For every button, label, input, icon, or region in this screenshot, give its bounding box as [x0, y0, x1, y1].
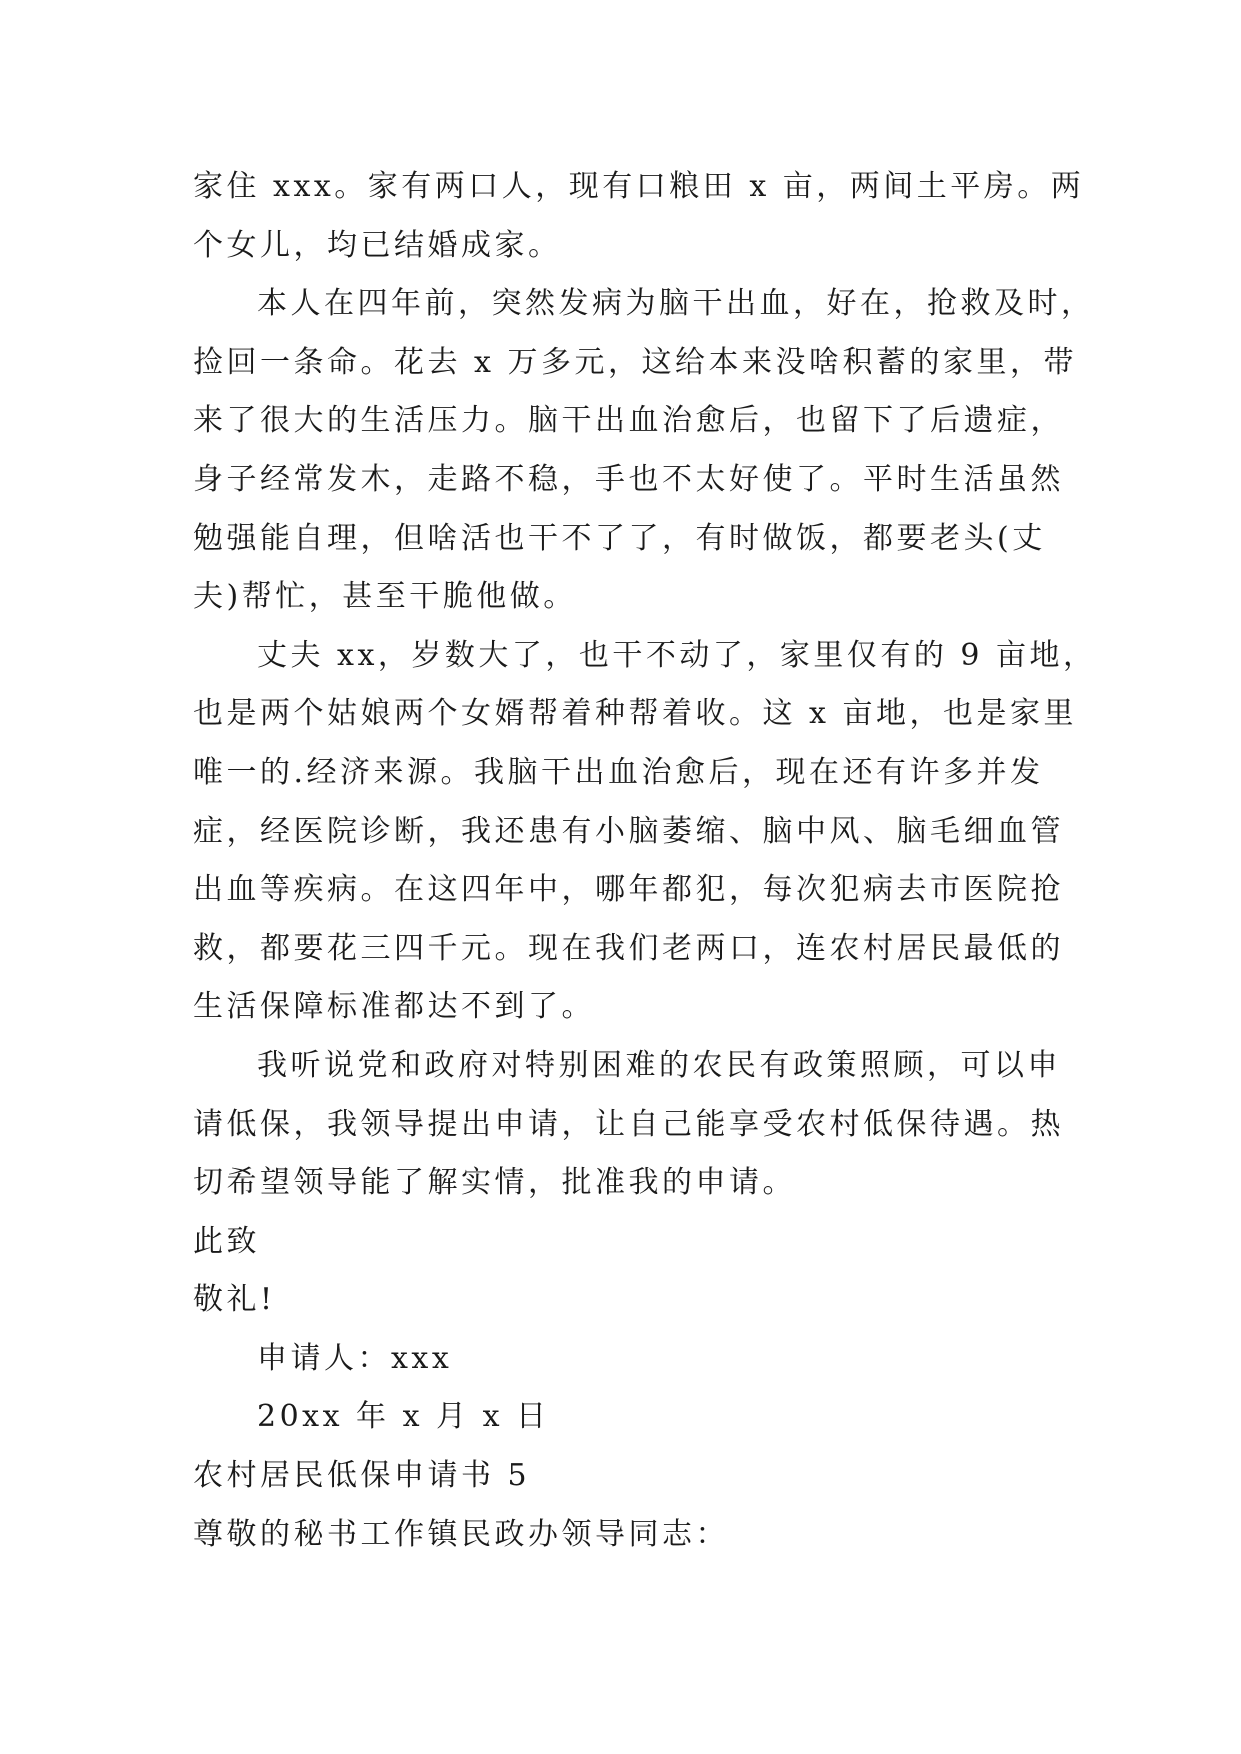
text-line: 生活保障标准都达不到了。	[193, 989, 595, 1025]
text-line: 本人在四年前，突然发病为脑干出血，好在，抢救及时，	[257, 286, 1095, 322]
text-line: 救，都要花三四千元。现在我们老两口，连农村居民最低的	[193, 930, 1064, 966]
text-line: 也是两个姑娘两个女婿帮着种帮着收。这 x 亩地，也是家里	[193, 696, 1077, 732]
text-line: 此致	[193, 1223, 260, 1259]
text-line: 丈夫 xx，岁数大了，也干不动了，家里仅有的 9 亩地，	[257, 637, 1097, 673]
text-line: 症，经医院诊断，我还患有小脑萎缩、脑中风、脑毛细血管	[193, 813, 1064, 849]
text-line: 勉强能自理，但啥活也干不了了，有时做饭，都要老头(丈	[193, 520, 1046, 556]
text-line: 尊敬的秘书工作镇民政办领导同志：	[193, 1516, 729, 1552]
text-line: 家住 xxx。家有两口人，现有口粮田 x 亩，两间土平房。两	[193, 169, 1085, 204]
text-line: 我听说党和政府对特别困难的农民有政策照顾，可以申	[257, 1047, 1061, 1083]
text-line: 请低保，我领导提出申请，让自己能享受农村低保待遇。热	[193, 1106, 1064, 1142]
text-line: 捡回一条命。花去 x 万多元，这给本来没啥积蓄的家里，带	[193, 344, 1077, 380]
text-line: 申请人：xxx	[257, 1340, 453, 1376]
text-line: 夫)帮忙，甚至干脆他做。	[193, 579, 577, 615]
text-line: 来了很大的生活压力。脑干出血治愈后，也留下了后遗症，	[193, 403, 1064, 439]
document-body	[193, 158, 1097, 1564]
text-line: 敬礼!	[193, 1282, 276, 1318]
text-line: 出血等疾病。在这四年中，哪年都犯，每次犯病去市医院抢	[193, 872, 1064, 908]
text-line: 农村居民低保申请书 5	[193, 1458, 531, 1494]
text-line: 切希望领导能了解实情，批准我的申请。	[193, 1165, 796, 1201]
text-line: 20xx 年 x 月 x 日	[257, 1399, 550, 1435]
text-line: 唯一的.经济来源。我脑干出血治愈后，现在还有许多并发	[193, 754, 1044, 790]
text-line: 身子经常发木，走路不稳，手也不太好使了。平时生活虽然	[193, 461, 1064, 497]
text-line: 个女儿，均已结婚成家。	[193, 227, 562, 263]
